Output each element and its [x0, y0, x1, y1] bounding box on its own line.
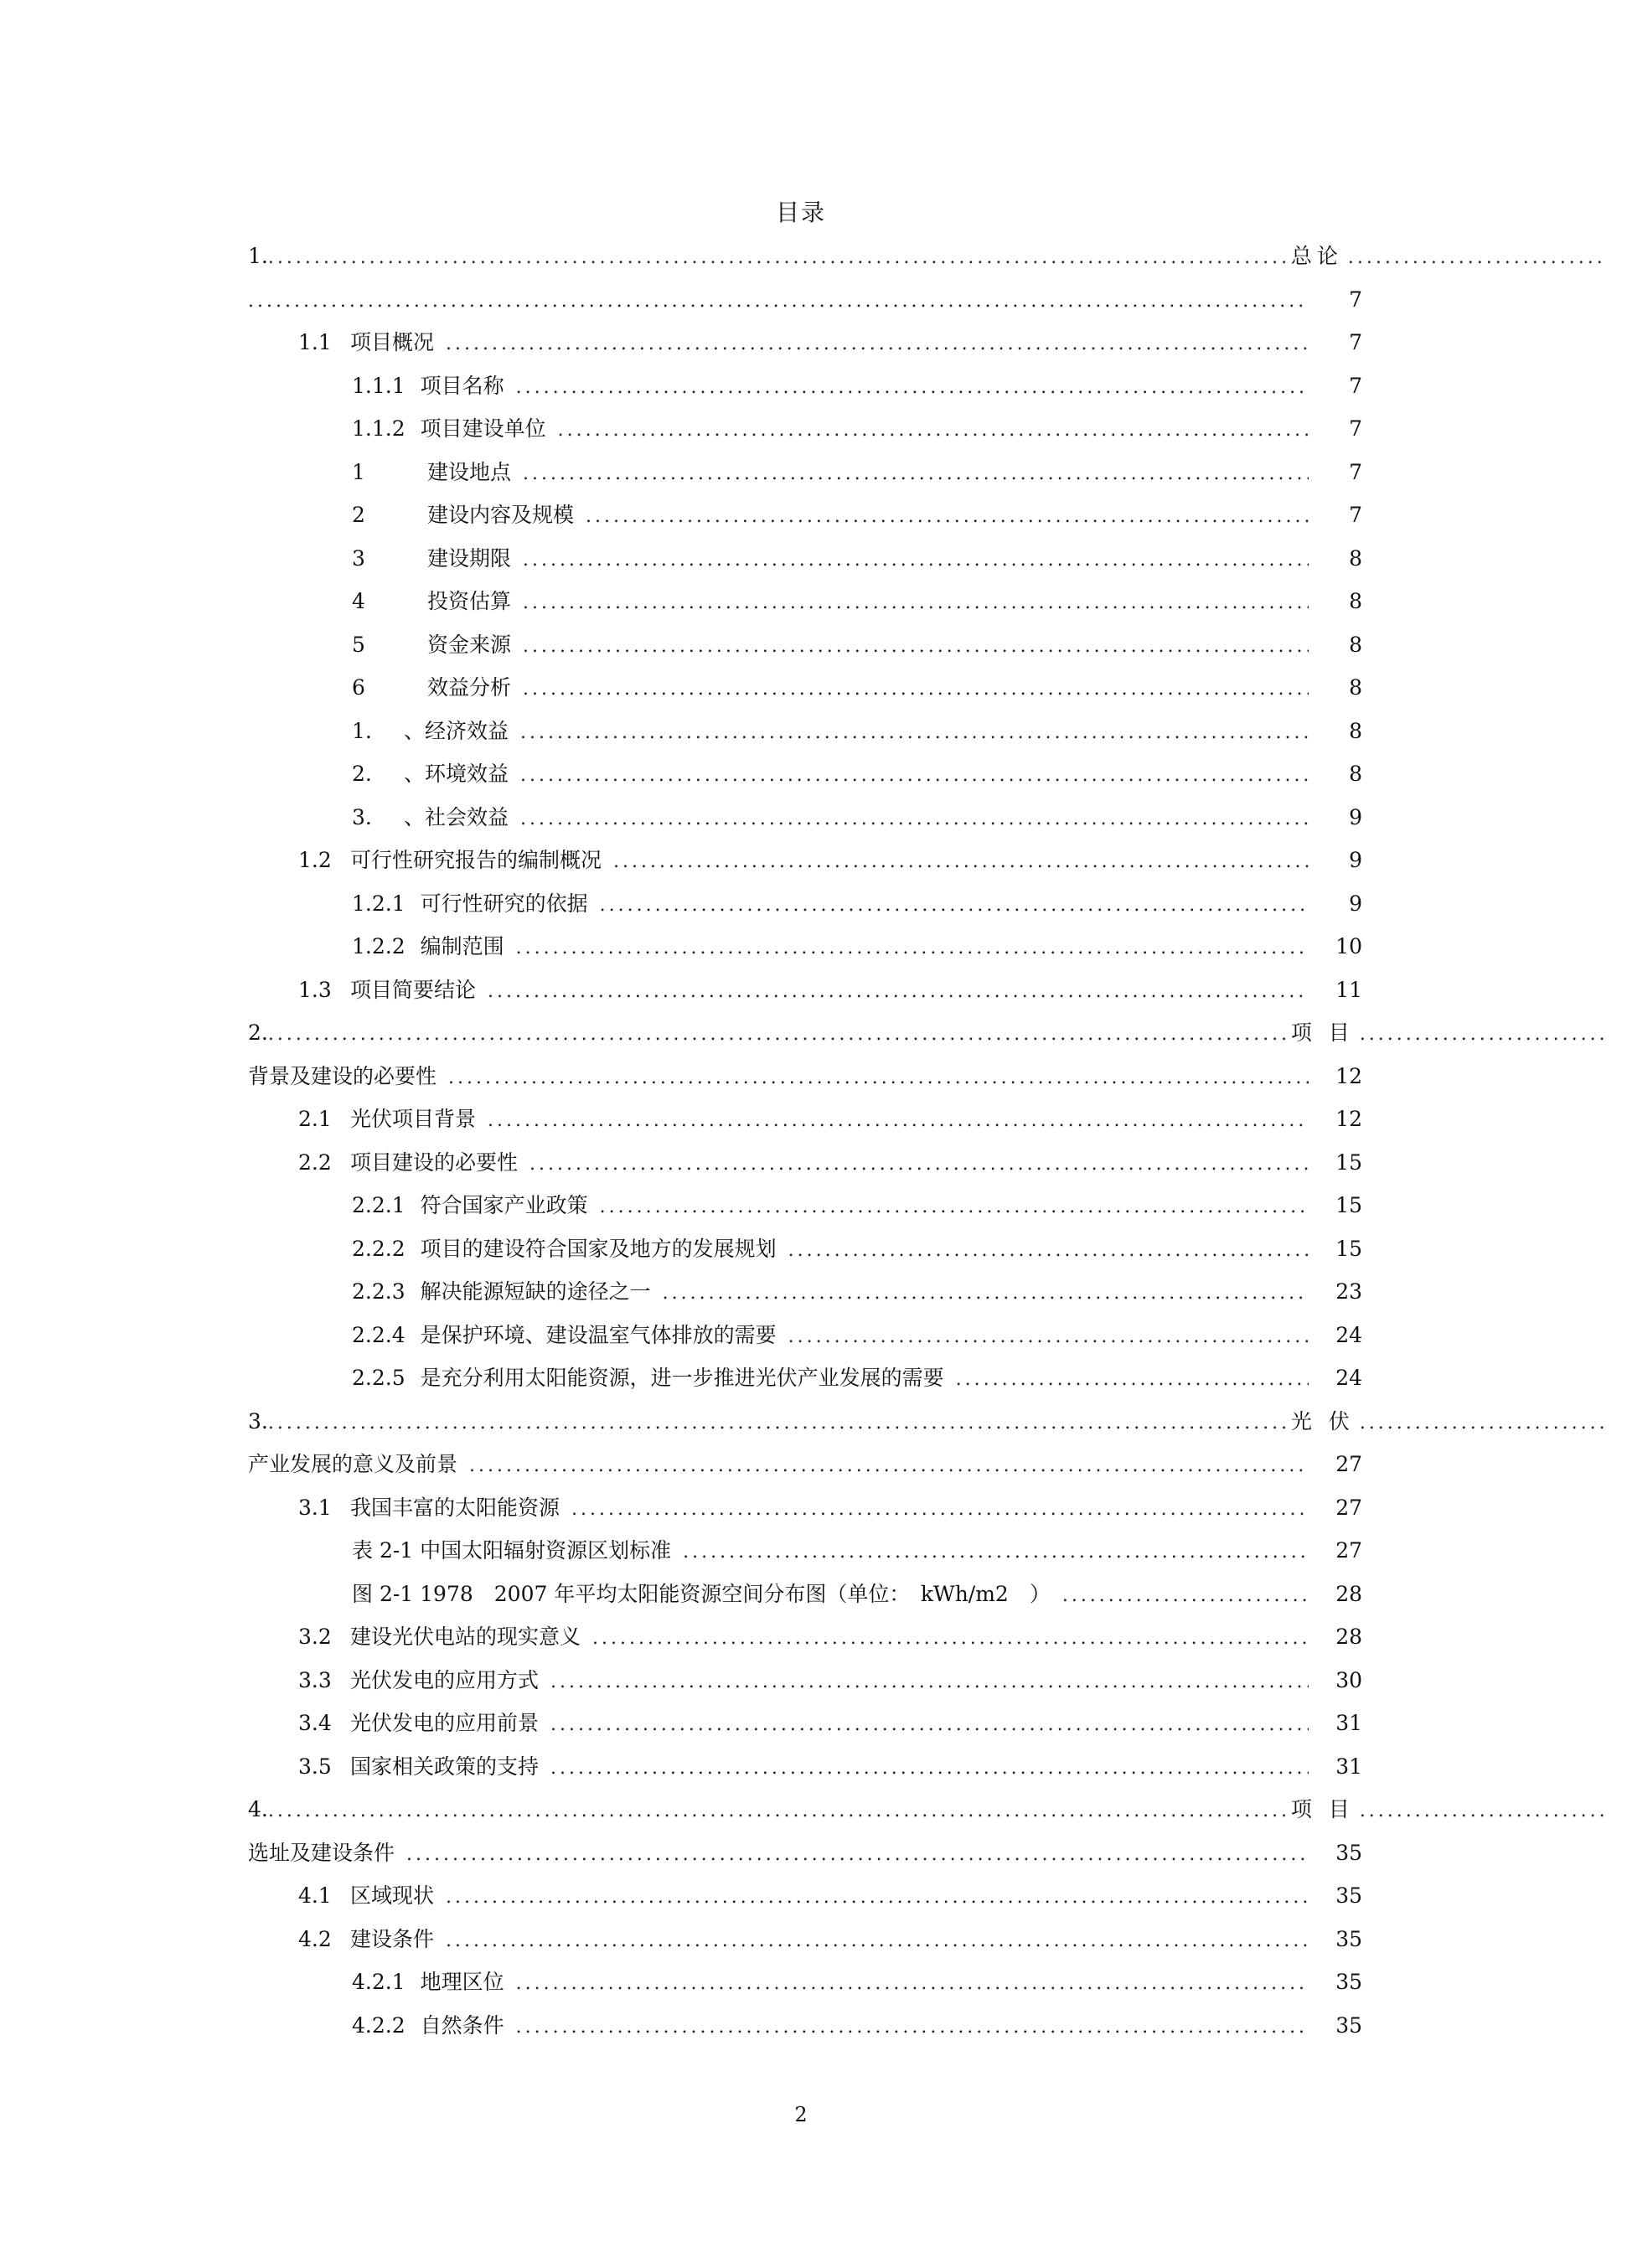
dot-leader: [586, 500, 1309, 534]
entry-title: 建设条件: [350, 1927, 435, 1951]
entry-title: 建设内容及规模: [427, 503, 575, 527]
dot-leader: [523, 673, 1309, 706]
toc-entry[interactable]: [352, 456, 1362, 489]
entry-title: 效益分析: [427, 675, 512, 700]
entry-title: 项目概况: [350, 330, 435, 354]
page-title: 目录: [775, 199, 826, 226]
chapter-title-start: 光 伏: [1290, 1409, 1355, 1434]
toc-entry[interactable]: [352, 1361, 1362, 1395]
dot-leader: [956, 1363, 1309, 1397]
entry-title: 我国丰富的太阳能资源: [350, 1496, 560, 1520]
entry-title: 项目名称: [420, 374, 504, 398]
toc-entry[interactable]: [352, 542, 1362, 576]
dot-leader: [683, 1536, 1309, 1569]
dot-leader: [523, 586, 1309, 620]
dot-leader: [592, 1622, 1309, 1656]
entry-title: 选址及建设条件: [248, 1841, 395, 1865]
dot-leader: [600, 1191, 1309, 1224]
entry-number: 1.: [352, 719, 372, 743]
entry-page-number: 27: [1335, 1452, 1362, 1476]
entry-number: 2.2.5: [352, 1366, 405, 1390]
toc-entry[interactable]: [298, 1620, 1362, 1654]
entry-page-number: 23: [1335, 1279, 1362, 1304]
dot-leader: [1360, 1018, 1605, 1050]
entry-title: 项目建设的必要性: [350, 1150, 519, 1175]
entry-number: 2.2: [298, 1150, 332, 1175]
entry-number: 2.2.3: [352, 1279, 405, 1304]
toc-chapter-row[interactable]: [248, 240, 1605, 273]
chapter-number: 1.: [248, 244, 268, 268]
entry-page-number: 24: [1335, 1323, 1362, 1347]
toc-entry[interactable]: [248, 283, 1362, 317]
toc-entry[interactable]: [352, 369, 1362, 403]
entry-number: 5: [352, 633, 365, 657]
entry-number: 2.: [352, 762, 372, 786]
toc-entry[interactable]: [248, 1060, 1362, 1093]
toc-entry[interactable]: [352, 1275, 1362, 1309]
toc-entry[interactable]: [298, 1664, 1362, 1697]
entry-title: 光伏发电的应用方式: [350, 1668, 540, 1692]
dot-leader: [268, 1407, 1286, 1439]
toc-entry[interactable]: [352, 757, 1362, 791]
dot-leader: [488, 1104, 1309, 1138]
toc-chapter-row[interactable]: [248, 1793, 1605, 1826]
dot-leader: [550, 1752, 1309, 1785]
entry-page-number: 30: [1335, 1668, 1362, 1692]
dot-leader: [448, 1062, 1309, 1095]
chapter-number: 2.: [248, 1020, 268, 1045]
toc-entry[interactable]: [352, 887, 1362, 921]
toc-entry[interactable]: [298, 1923, 1362, 1956]
entry-title: 项目简要结论: [350, 978, 477, 1002]
entry-number: 3.2: [298, 1625, 332, 1649]
toc-entry[interactable]: [352, 1319, 1362, 1352]
toc-entry[interactable]: [298, 1103, 1362, 1136]
entry-number: 3.: [352, 805, 372, 829]
entry-page-number: 7: [1349, 374, 1362, 398]
toc-entry[interactable]: [298, 326, 1362, 359]
toc-entry[interactable]: [298, 1146, 1362, 1180]
entry-title: 区域现状: [350, 1883, 435, 1908]
toc-chapter-row[interactable]: [248, 1016, 1605, 1050]
entry-page-number: 12: [1335, 1064, 1362, 1088]
entry-page-number: 35: [1335, 1970, 1362, 1994]
entry-number: 1.2.2: [352, 934, 405, 958]
entry-number: 4: [352, 589, 365, 613]
toc-chapter-row[interactable]: [248, 1405, 1605, 1439]
toc-entry[interactable]: [352, 1232, 1362, 1266]
entry-number: 4.2.2: [352, 2013, 405, 2038]
dot-leader: [520, 759, 1309, 793]
entry-title: 符合国家产业政策: [420, 1193, 588, 1217]
toc-entry[interactable]: [298, 1750, 1362, 1784]
entry-number: 4.1: [298, 1883, 332, 1908]
toc-entry[interactable]: [352, 628, 1362, 662]
entry-page-number: 7: [1349, 330, 1362, 354]
entry-page-number: 15: [1335, 1237, 1362, 1261]
entry-title: 自然条件: [420, 2013, 504, 2038]
toc-entry[interactable]: [352, 1189, 1362, 1222]
entry-page-number: 8: [1349, 546, 1362, 571]
entry-page-number: 7: [1349, 503, 1362, 527]
entry-number: 3: [352, 546, 365, 571]
entry-page-number: 15: [1335, 1193, 1362, 1217]
toc-entry[interactable]: [298, 1491, 1362, 1525]
dot-leader: [516, 1967, 1309, 2001]
toc-entry[interactable]: [248, 1837, 1362, 1870]
entry-title: 图 2-1 1978 2007 年平均太阳能资源空间分布图（单位： kWh/m2 ）: [352, 1582, 1051, 1606]
entry-number: 3.5: [298, 1754, 332, 1779]
entry-page-number: 35: [1335, 1841, 1362, 1865]
toc-entry[interactable]: [248, 1448, 1362, 1481]
entry-number: 1.1: [298, 330, 332, 354]
entry-number: 3.4: [298, 1711, 332, 1735]
toc-entry[interactable]: [352, 715, 1362, 748]
dot-leader: [613, 845, 1309, 879]
toc-entry[interactable]: [298, 1707, 1362, 1740]
entry-page-number: 35: [1335, 1927, 1362, 1951]
dot-leader: [558, 414, 1309, 447]
dot-leader: [406, 1838, 1309, 1872]
dot-leader: [523, 457, 1309, 491]
entry-page-number: 9: [1349, 848, 1362, 872]
entry-page-number: 28: [1335, 1625, 1362, 1649]
toc-entry[interactable]: [352, 2009, 1362, 2043]
toc-entry[interactable]: [352, 1578, 1362, 1611]
entry-number: 1.1.1: [352, 374, 405, 398]
entry-page-number: 7: [1349, 287, 1362, 312]
chapter-number: 3.: [248, 1409, 268, 1434]
dot-leader: [268, 1795, 1286, 1826]
dot-leader: [446, 328, 1309, 361]
page-number: 2: [794, 2103, 808, 2126]
entry-title: 、环境效益: [404, 762, 509, 786]
entry-number: 4.2.1: [352, 1970, 405, 1994]
dot-leader: [550, 1666, 1309, 1699]
entry-number: 3.3: [298, 1668, 332, 1692]
dot-leader: [516, 371, 1309, 405]
entry-title: 地理区位: [420, 1970, 504, 1994]
entry-page-number: 8: [1349, 675, 1362, 700]
entry-page-number: 8: [1349, 589, 1362, 613]
toc-entry[interactable]: [298, 974, 1362, 1007]
entry-page-number: 24: [1335, 1366, 1362, 1390]
entry-title: 建设地点: [427, 460, 512, 484]
dot-leader: [469, 1449, 1309, 1483]
entry-page-number: 8: [1349, 633, 1362, 657]
dot-leader: [788, 1234, 1309, 1268]
entry-page-number: 35: [1335, 2013, 1362, 2038]
dot-leader: [268, 1018, 1286, 1050]
entry-page-number: 9: [1349, 805, 1362, 829]
entry-page-number: 35: [1335, 1883, 1362, 1908]
toc-entry[interactable]: [352, 930, 1362, 964]
toc-entry[interactable]: [352, 671, 1362, 705]
toc-entry[interactable]: [352, 585, 1362, 618]
entry-title: 国家相关政策的支持: [350, 1754, 540, 1779]
dot-leader: [550, 1708, 1309, 1742]
dot-leader: [600, 889, 1309, 922]
dot-leader: [248, 285, 1309, 318]
dot-leader: [520, 803, 1309, 836]
chapter-title-start: 项 目: [1290, 1797, 1355, 1821]
chapter-title-start: 总论: [1290, 244, 1343, 268]
entry-page-number: 27: [1335, 1496, 1362, 1520]
dot-leader: [788, 1320, 1309, 1354]
entry-page-number: 10: [1335, 934, 1362, 958]
entry-title: 编制范围: [420, 934, 504, 958]
entry-title: 是保护环境、建设温室气体排放的需要: [420, 1323, 777, 1347]
toc-entry[interactable]: [298, 1879, 1362, 1913]
entry-page-number: 11: [1335, 978, 1362, 1002]
entry-title: 投资估算: [427, 589, 512, 613]
entry-number: 2.2.1: [352, 1193, 405, 1217]
entry-page-number: 31: [1335, 1711, 1362, 1735]
entry-number: 3.1: [298, 1496, 332, 1520]
entry-page-number: 9: [1349, 891, 1362, 916]
entry-number: 1.2.1: [352, 891, 405, 916]
entry-title: 资金来源: [427, 633, 512, 657]
entry-title: 建设光伏电站的现实意义: [350, 1625, 581, 1649]
entry-title: 、经济效益: [404, 719, 509, 743]
entry-number: 2.1: [298, 1107, 332, 1131]
entry-title: 产业发展的意义及前景: [248, 1452, 458, 1476]
toc-entry[interactable]: [352, 412, 1362, 446]
entry-number: 1.3: [298, 978, 332, 1002]
entry-number: 2.2.4: [352, 1323, 405, 1347]
entry-title: 背景及建设的必要性: [248, 1064, 437, 1088]
dot-leader: [516, 932, 1309, 965]
dot-leader: [571, 1493, 1309, 1527]
entry-number: 1.2: [298, 848, 332, 872]
toc-entry[interactable]: [352, 1966, 1362, 1999]
dot-leader: [1360, 1407, 1605, 1439]
chapter-number: 4.: [248, 1797, 268, 1821]
dot-leader: [446, 1924, 1309, 1958]
entry-title: 解决能源短缺的途径之一: [420, 1279, 651, 1304]
dot-leader: [1062, 1579, 1309, 1613]
dot-leader: [516, 2011, 1309, 2044]
entry-page-number: 8: [1349, 719, 1362, 743]
entry-title: 项目的建设符合国家及地方的发展规划: [420, 1237, 777, 1261]
entry-page-number: 27: [1335, 1538, 1362, 1563]
dot-leader: [523, 630, 1309, 664]
dot-leader: [520, 716, 1309, 750]
entry-title: 是充分利用太阳能资源，进一步推进光伏产业发展的需要: [420, 1366, 944, 1390]
entry-number: 2.2.2: [352, 1237, 405, 1261]
entry-title: 光伏发电的应用前景: [350, 1711, 540, 1735]
entry-number: 6: [352, 675, 365, 700]
entry-title: 项目建设单位: [420, 416, 546, 441]
dot-leader: [1348, 241, 1605, 273]
entry-page-number: 12: [1335, 1107, 1362, 1131]
dot-leader: [663, 1277, 1309, 1310]
toc-entry[interactable]: [352, 801, 1362, 834]
entry-title: 表 2-1 中国太阳辐射资源区划标准: [352, 1538, 672, 1563]
entry-page-number: 15: [1335, 1150, 1362, 1175]
entry-number: 4.2: [298, 1927, 332, 1951]
entry-number: 2: [352, 503, 365, 527]
toc-entry[interactable]: [298, 844, 1362, 877]
dot-leader: [268, 241, 1286, 273]
entry-number: 1.1.2: [352, 416, 405, 441]
entry-title: 可行性研究报告的编制概况: [350, 848, 602, 872]
entry-title: 光伏项目背景: [350, 1107, 477, 1131]
chapter-title-start: 项 目: [1290, 1020, 1355, 1045]
toc-entry[interactable]: [352, 499, 1362, 532]
entry-page-number: 8: [1349, 762, 1362, 786]
entry-title: 、社会效益: [404, 805, 509, 829]
entry-page-number: 28: [1335, 1582, 1362, 1606]
dot-leader: [488, 975, 1309, 1009]
dot-leader: [529, 1148, 1309, 1181]
toc-entry[interactable]: [352, 1534, 1362, 1568]
entry-title: 建设期限: [427, 546, 512, 571]
dot-leader: [446, 1881, 1309, 1914]
entry-page-number: 31: [1335, 1754, 1362, 1779]
dot-leader: [1360, 1795, 1605, 1826]
entry-page-number: 7: [1349, 416, 1362, 441]
dot-leader: [523, 544, 1309, 577]
entry-number: 1: [352, 460, 365, 484]
entry-page-number: 7: [1349, 460, 1362, 484]
entry-title: 可行性研究的依据: [420, 891, 588, 916]
